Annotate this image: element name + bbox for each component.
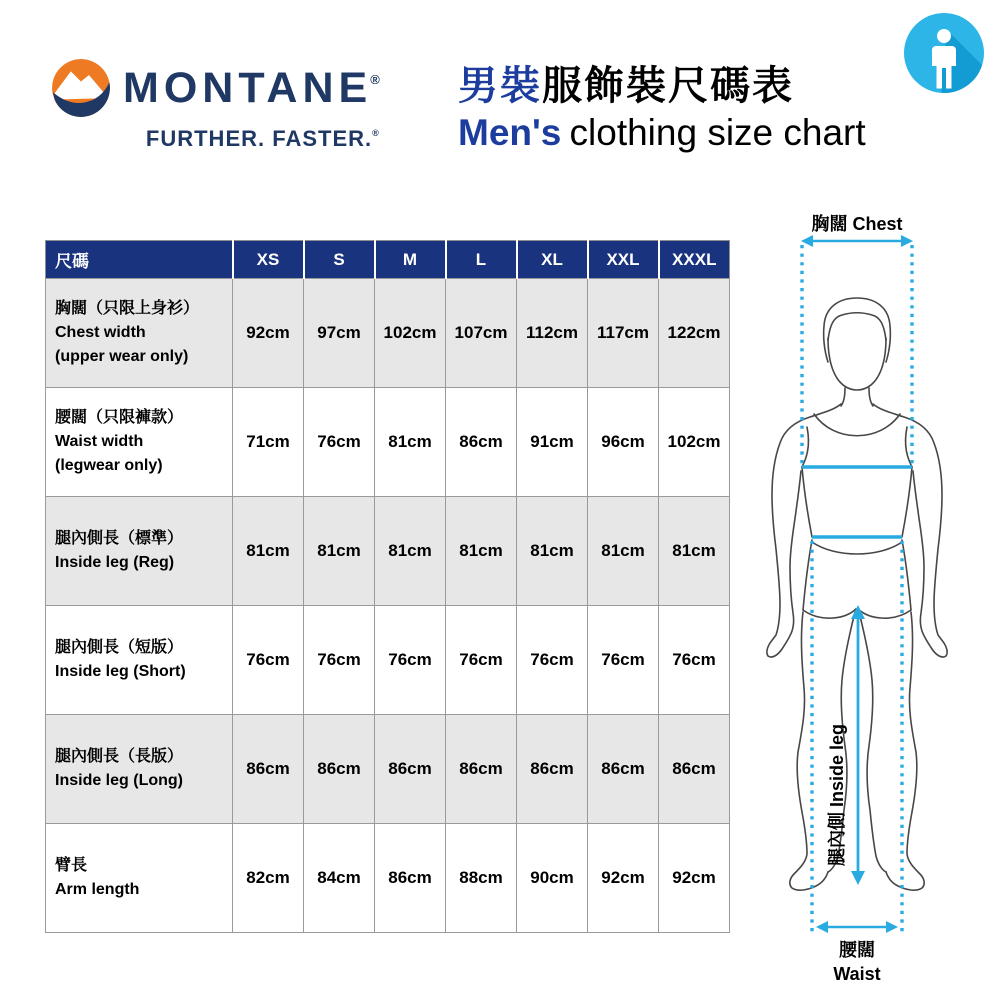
measurement-value: 122cm <box>659 279 730 388</box>
measurement-value: 86cm <box>517 715 588 824</box>
measurement-value: 86cm <box>588 715 659 824</box>
size-column-header: XS <box>233 241 304 279</box>
page-title-english: Men's clothing size chart <box>458 112 866 153</box>
measurement-value: 107cm <box>446 279 517 388</box>
table-row <box>46 279 730 388</box>
size-label-column-header: 尺碼 <box>46 241 233 279</box>
table-row <box>46 388 730 497</box>
measurement-value: 76cm <box>446 606 517 715</box>
measurement-value: 90cm <box>517 824 588 933</box>
measurement-value: 76cm <box>233 606 304 715</box>
measurement-label: 腿內側長（長版） Inside leg (Long) <box>46 715 233 824</box>
measurement-value: 81cm <box>517 497 588 606</box>
measurement-value: 97cm <box>304 279 375 388</box>
measurement-value: 81cm <box>233 497 304 606</box>
measurement-label: 胸闊（只限上身衫） Chest width (upper wear only) <box>46 279 233 388</box>
measurement-value: 71cm <box>233 388 304 497</box>
brand-wordmark: MONTANE® <box>123 64 380 112</box>
male-figure-icon <box>904 13 984 93</box>
measurement-value: 81cm <box>304 497 375 606</box>
measurement-value: 76cm <box>517 606 588 715</box>
chest-label: 胸闊 Chest <box>811 214 903 234</box>
measurement-value: 76cm <box>304 606 375 715</box>
brand-tagline: FURTHER. FASTER.® <box>145 126 380 151</box>
waist-label-zh: 腰闊 <box>839 940 875 960</box>
measurement-value: 112cm <box>517 279 588 388</box>
measurement-value: 81cm <box>446 497 517 606</box>
montane-logo-icon <box>52 59 110 117</box>
page-title-chinese: 男裝服飾裝尺碼表 <box>458 64 794 108</box>
measurement-value: 96cm <box>588 388 659 497</box>
measurement-value: 76cm <box>659 606 730 715</box>
measurement-value: 92cm <box>659 824 730 933</box>
table-row <box>46 715 730 824</box>
measurement-value: 102cm <box>375 279 446 388</box>
size-column-header: L <box>446 241 517 279</box>
measurement-value: 92cm <box>588 824 659 933</box>
measurement-value: 91cm <box>517 388 588 497</box>
measurement-value: 86cm <box>375 715 446 824</box>
table-row <box>46 824 730 933</box>
measurement-value: 88cm <box>446 824 517 933</box>
measurement-value: 76cm <box>375 606 446 715</box>
size-column-header: XXXL <box>659 241 730 279</box>
measurement-value: 92cm <box>233 279 304 388</box>
measurement-label: 腿內側長（短版） Inside leg (Short) <box>46 606 233 715</box>
measurement-value: 81cm <box>375 388 446 497</box>
measurement-value: 81cm <box>588 497 659 606</box>
measurement-value: 86cm <box>375 824 446 933</box>
measurement-value: 86cm <box>446 715 517 824</box>
measurement-value: 76cm <box>588 606 659 715</box>
brand-block <box>52 56 380 152</box>
table-row <box>46 497 730 606</box>
size-table-header <box>46 241 730 279</box>
measurement-label: 腰闊（只限褲款） Waist width (legwear only) <box>46 388 233 497</box>
measurement-value: 102cm <box>659 388 730 497</box>
size-column-header: S <box>304 241 375 279</box>
table-row <box>46 606 730 715</box>
measurement-value: 76cm <box>304 388 375 497</box>
measurement-value: 82cm <box>233 824 304 933</box>
measurement-value: 84cm <box>304 824 375 933</box>
measurement-value: 86cm <box>304 715 375 824</box>
registered-mark: ® <box>372 128 380 138</box>
measurement-value: 86cm <box>659 715 730 824</box>
size-column-header: XXL <box>588 241 659 279</box>
page-title <box>458 62 866 155</box>
inside-leg-label: 腿內側 Inside leg <box>827 723 847 867</box>
size-column-header: XL <box>517 241 588 279</box>
size-column-header: M <box>375 241 446 279</box>
waist-label-en: Waist <box>833 964 881 984</box>
measurement-value: 81cm <box>375 497 446 606</box>
measurement-label: 腿內側長（標準） Inside leg (Reg) <box>46 497 233 606</box>
measurement-value: 86cm <box>446 388 517 497</box>
size-table-body <box>46 279 730 933</box>
measurement-value: 81cm <box>659 497 730 606</box>
measurement-value: 117cm <box>588 279 659 388</box>
chest-measurement <box>801 213 913 467</box>
size-table <box>45 240 730 933</box>
measurement-label: 臂長 Arm length <box>46 824 233 933</box>
measurement-value: 86cm <box>233 715 304 824</box>
inside-leg-measurement <box>826 605 865 885</box>
body-measurement-diagram <box>750 190 1000 1000</box>
registered-mark: ® <box>370 72 380 87</box>
